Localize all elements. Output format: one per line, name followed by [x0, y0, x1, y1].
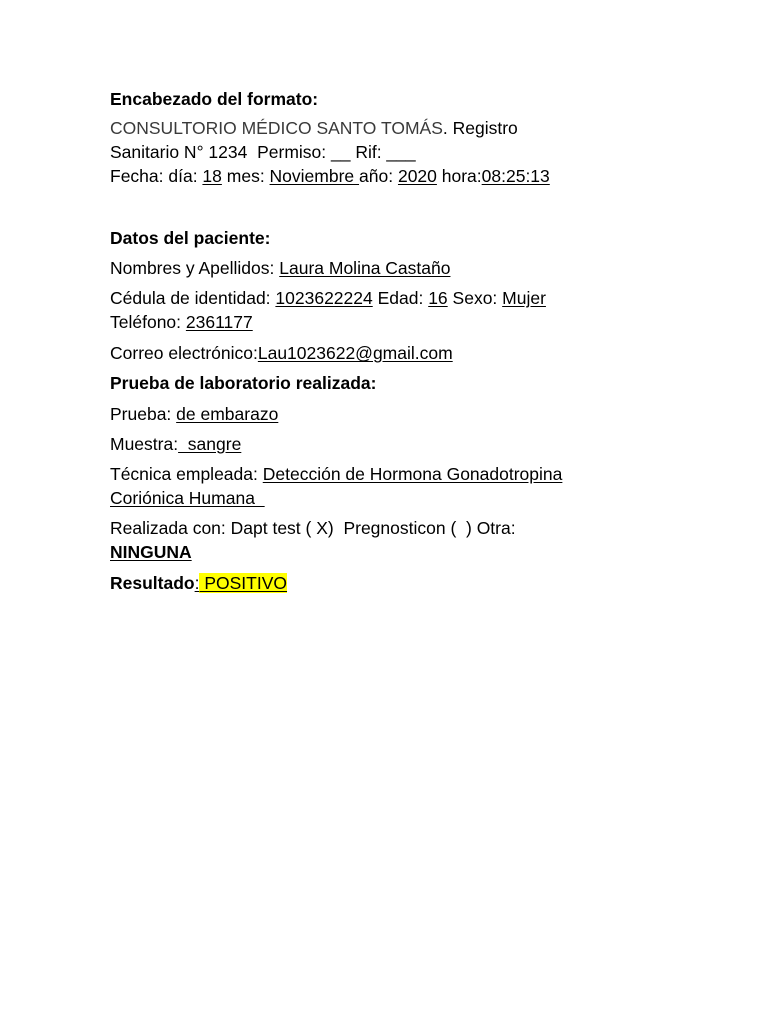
- id-label: Cédula de identidad:: [110, 288, 276, 308]
- patient-id: 1023622224: [275, 288, 373, 308]
- fecha-dia: 18: [202, 166, 222, 186]
- id-line: [110, 287, 710, 310]
- clinic-name: CONSULTORIO MÉDICO SANTO TOMÁS: [110, 118, 443, 138]
- resultado-label: Resultado: [110, 573, 195, 593]
- name-line: [110, 257, 710, 280]
- muestra-line: [110, 433, 710, 456]
- realizada-line: [110, 517, 710, 540]
- name-label: Nombres y Apellidos:: [110, 258, 280, 278]
- lab-tecnica-line2: Coriónica Humana: [110, 488, 265, 508]
- fecha-hora: 08:25:13: [481, 166, 550, 186]
- fecha-anio: 2020: [397, 166, 437, 186]
- fecha-label: Fecha: día:: [110, 166, 203, 186]
- telefono-label: Teléfono:: [110, 312, 186, 332]
- lab-muestra: sangre: [178, 434, 242, 454]
- email-label: Correo electrónico:: [110, 343, 258, 363]
- edad-label: Edad:: [372, 288, 429, 308]
- lab-otra: NINGUNA: [110, 542, 192, 562]
- patient-telefono: 2361177: [185, 312, 253, 332]
- lab-title-text: Prueba de laboratorio realizada:: [110, 373, 377, 393]
- patient-email: Lau1023622@gmail.com: [257, 343, 453, 363]
- header-title-text: Encabezado del formato:: [110, 89, 319, 109]
- patient-name: Laura Molina Castaño: [279, 258, 451, 278]
- prueba-label: Prueba:: [110, 404, 177, 424]
- lab-title: [110, 372, 710, 395]
- otra-line: [110, 541, 710, 564]
- resultado-line: [110, 572, 710, 595]
- patient-title-text: Datos del paciente:: [110, 228, 271, 248]
- sanitario-text: Sanitario N° 1234 Permiso: __ Rif: ___: [110, 142, 416, 162]
- anio-label: año:: [359, 166, 398, 186]
- muestra-label: Muestra:: [110, 434, 179, 454]
- tecnica-line: [110, 463, 710, 486]
- sexo-label: Sexo:: [447, 288, 503, 308]
- tecnica-label: Técnica empleada:: [110, 464, 263, 484]
- telefono-line: [110, 311, 710, 334]
- header-title: [110, 88, 710, 111]
- prueba-line: [110, 403, 710, 426]
- mes-label: mes:: [221, 166, 270, 186]
- lab-resultado: POSITIVO: [199, 573, 288, 593]
- patient-edad: 16: [428, 288, 448, 308]
- clinic-line: [110, 117, 710, 140]
- tecnica-line-2: [110, 487, 710, 510]
- sanitario-line: [110, 141, 710, 164]
- registro-label: . Registro: [442, 118, 518, 138]
- fecha-line: [110, 165, 710, 188]
- lab-tecnica-line1: Detección de Hormona Gonadotropina: [262, 464, 563, 484]
- email-line: [110, 342, 710, 365]
- hora-label: hora:: [436, 166, 482, 186]
- patient-title: [110, 227, 710, 250]
- realizada-text: Realizada con: Dapt test ( X) Pregnosticon ( ) Otra:: [110, 518, 516, 538]
- lab-prueba: de embarazo: [176, 404, 279, 424]
- resultado-colon: :: [194, 573, 200, 593]
- patient-sexo: Mujer: [502, 288, 546, 308]
- fecha-mes: Noviembre: [269, 166, 360, 186]
